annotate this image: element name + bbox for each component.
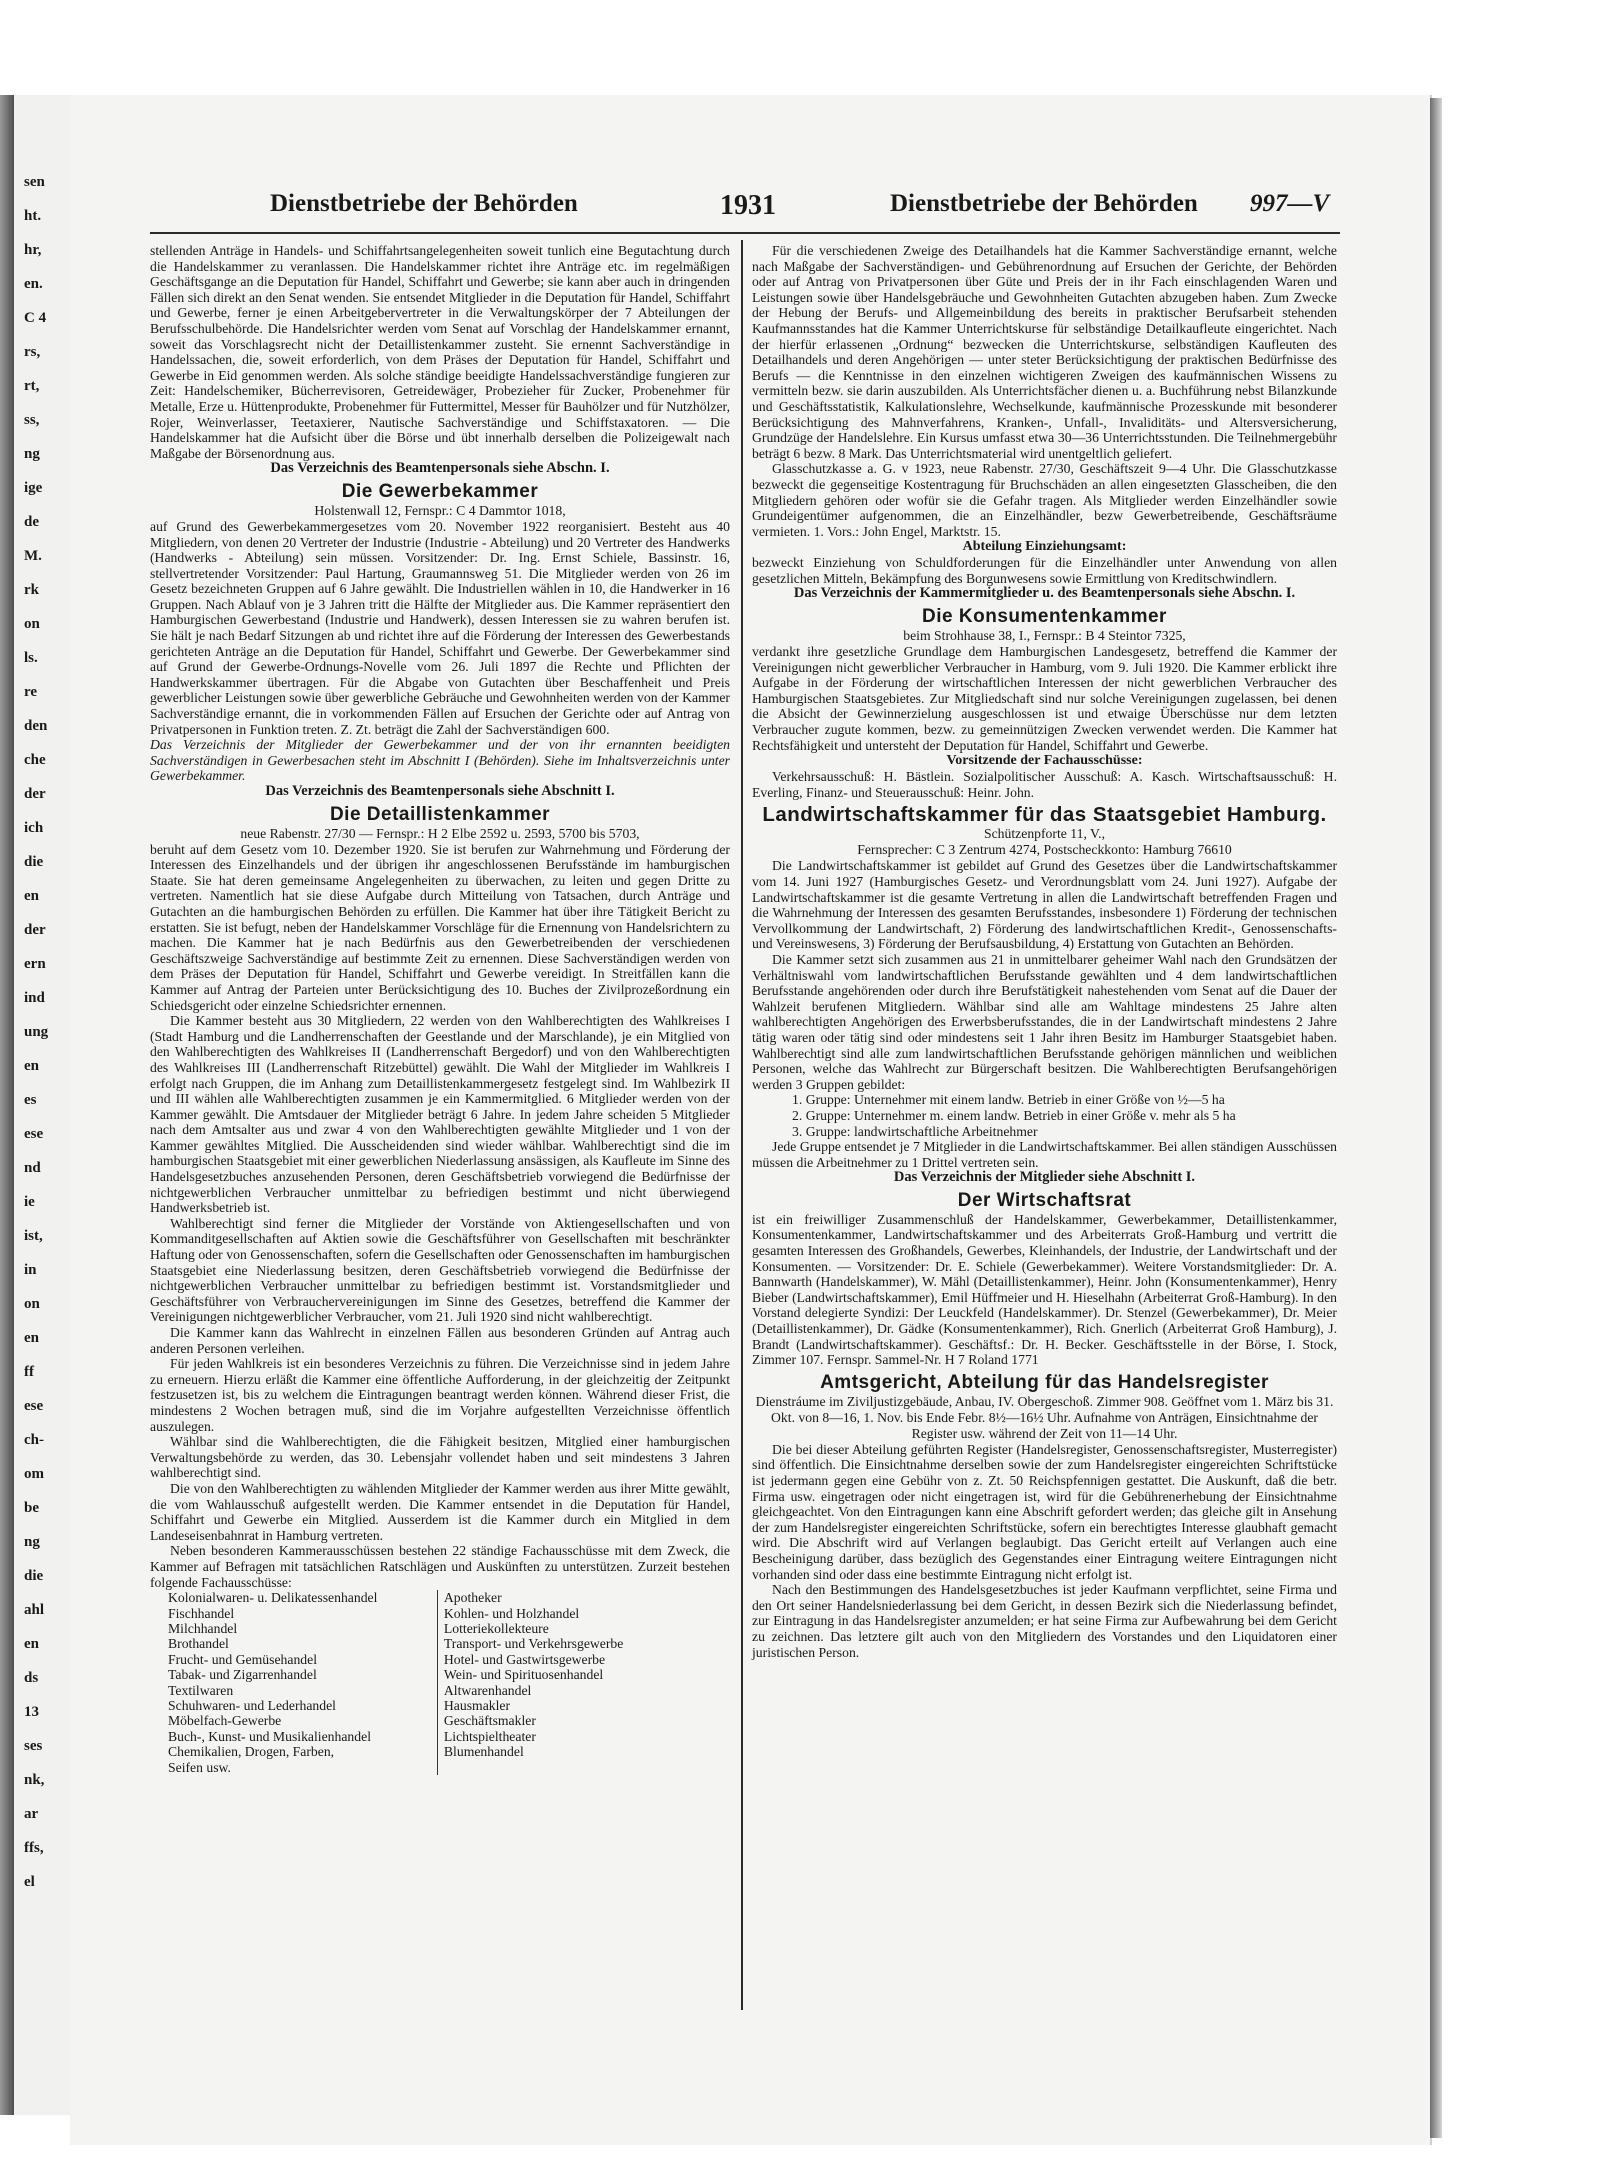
section-title-detaillistenkammer: Die Detaillistenkammer bbox=[329, 803, 551, 825]
committee-item: Kohlen- und Holzhandel bbox=[443, 1605, 580, 1621]
facing-page-text: C 4 bbox=[24, 310, 47, 326]
committee-item: Wein- und Spirituosenhandel bbox=[443, 1667, 604, 1683]
facing-page-text: on bbox=[24, 1296, 40, 1312]
reference-note: Das Verzeichnis des Beamtenpersonals siehe Abschn. I. bbox=[270, 460, 610, 477]
facing-page-text: rt, bbox=[24, 378, 40, 394]
facing-page-text: die bbox=[24, 854, 44, 870]
facing-page-text: ds bbox=[24, 1670, 39, 1686]
detaillistenkammer-paragraph: Wählbar sind die Wahlberechtigten, die die Fähigkeit besitzen, Mitglied einer hamburgischen Verwaltungsbehörde zu werden, das 30. Lebensjahr vollendet haben und seit mindestens 3 Jahren wahlberechtigt sind. bbox=[150, 1434, 730, 1481]
header-left-title: Dienstbetriebe der Behörden bbox=[270, 190, 578, 217]
facing-page-text: in bbox=[24, 1262, 37, 1278]
committee-item: Transport- und Verkehrsgewerbe bbox=[443, 1636, 624, 1652]
amtsgericht-paragraph: Nach den Bestimmungen des Handelsgesetzbuches ist jeder Kaufmann verpflichtet, seine Firma und den Ort seiner Handelsniederlassung bei dem Gericht, in dessen Bezirk sich die Niederlassung befindet, zur Eintragung in das Handelsregister anzumelden; er hat seine Firma zur Aufbewahrung bei dem Gericht zu zeichnen. Das letztere gilt auch von den Mitgliedern des Vorstandes und den Liquidatoren einer juristischen Person. bbox=[752, 1582, 1337, 1660]
committee-item: Tabak- und Zigarrenhandel bbox=[168, 1667, 317, 1683]
facing-page-text: ich bbox=[24, 820, 44, 836]
detaillistenkammer-paragraph: beruht auf dem Gesetz vom 10. Dezember 1920. Sie ist berufen zur Wahrnehmung und Förderung der Interessen des Einzelhandels und der übrigen ihr angeschlossenen Berufsstände im hamburgischen Staate. Sie hat deren gemeinsame Angelegenheiten zu überwachen, zu leiten und gegen Dritte zu vertreten. Namentlich hat sie diese Aufgabe durch Mitteilung von Tatsachen, durch Anträge und Gutachten an die hamburgischen Behörden zu erfüllen. Die Kammer hat über ihre Tätigkeit Bericht zu erstatten. Sie ist befugt, neben der Handelskammer Vorschläge für die Ernennung von Handelsrichtern zu machen. Die Kammer hat je nach Bedürfnis aus den Gewerbetreibenden der verschiedenen Geschäftszweige Sachverständige auf bestimmte Zeit zu ernennen. Diese Sachverständigen werden von dem Präses der Deputation für Handel, Schiffahrt und Gewerbe vereidigt. In Streitfällen kann die Kammer auf Antrag der Parteien unter Berücksichtigung des 10. Buches der Zivilprozeßordnung ein Schiedsgericht oder einzelne Schiedsrichter ernennen. bbox=[150, 841, 730, 1013]
facing-page-text: ahl bbox=[24, 1602, 45, 1618]
facing-page-text: ss, bbox=[24, 412, 40, 428]
detaillistenkammer-paragraph: Wahlberechtigt sind ferner die Mitglieder der Vorstände von Aktiengesellschaften und von Kommanditgesellschaften auf Aktien sowie die Geschäftsführer von Gesellschaften mit beschränkter Haftung oder von Genossenschaften, sofern die Gesellschaften oder Genossenschaften im hamburgischen Staatsgebiet eine Niederlassung besitzen, deren Geschäftsbetrieb vorwiegend die Bedürfnisse der nichtgewerblichen Verbraucher unmittelbar zu befriedigen bestimmt ist. Vorstandsmitglieder und Geschäftsführer von Verbrauchervereinigungen im Sinne des Gesetzes, betreffend die Kammer der Vereinigungen nichtgewerblicher Verbraucher, vom 21. Juli 1920 sind nicht wahlberechtigt. bbox=[150, 1215, 730, 1325]
committee-item: Apotheker bbox=[443, 1590, 502, 1606]
committee-list-column bbox=[437, 1590, 730, 1775]
section-title-konsumentenkammer: Die Konsumentenkammer bbox=[922, 606, 1167, 628]
facing-page-text: ls. bbox=[24, 650, 38, 666]
facing-page-text: ist, bbox=[24, 1228, 43, 1244]
facing-page-text: ige bbox=[24, 480, 43, 496]
committee-item: Lotteriekollekteure bbox=[443, 1620, 549, 1636]
facing-page-text: ses bbox=[24, 1738, 43, 1754]
facing-page-text: ern bbox=[24, 956, 46, 972]
wirtschaftsrat-text: ist ein freiwilliger Zusammenschluß der Handelskammer, Gewerbekammer, Detaillistenkammer, Konsumentenkammer, Landwirtschaftskammer und des Arbeiterrats Groß-Hamburg und vertritt die gesamten Interessen des Großhandels, Gewerbes, Kleinhandels, der Industrie, der Landwirtschaft und der Konsumenten. — Vorsitzender: Dr. E. Schiele (Gewerbekammer). Weitere Vorstandsmitglieder: Dr. A. Bannwarth (Handelskammer), W. Mähl (Detaillistenkammer), Heinr. John (Konsumentenkammer), Henry Bieber (Landwirtschaftskammer), Emil Hüffmeier und H. Hieselhahn (Arbeiterrat Groß-Hamburg). In den Vorstand delegierte Syndizi: Der Leuckfeld (Handelskammer). Dr. Stenzel (Gewerbekammer), Dr. Meier (Detaillistenkammer), Dr. Gädke (Konsumentenkammer), Rich. Gnerlich (Arbeiterrat Groß Hamburg), J. Brandt (Landwirtschaftskammer). Geschäftsf.: Dr. H. Becker. Geschäftsstelle in der Börse, I. Stock, Zimmer 107. Fernspr. Sammel-Nr. H 7 Roland 1771 bbox=[752, 1211, 1337, 1368]
detaillistenkammer-paragraph: Die Kammer kann das Wahlrecht in einzelnen Fällen aus besonderen Gründen auf Antrag auch anderen Personen verleihen. bbox=[150, 1325, 730, 1356]
facing-page-text: de bbox=[24, 514, 39, 530]
group-item: 2. Gruppe: Unternehmer m. einem landw. Betrieb in einer Größe v. mehr als 5 ha bbox=[792, 1107, 1236, 1123]
committee-item: Milchhandel bbox=[168, 1620, 238, 1636]
konsumentenkammer-address: beim Strohhause 38, I., Fernspr.: B 4 Steintor 7325, bbox=[903, 628, 1186, 644]
committee-item: Lichtspieltheater bbox=[443, 1728, 536, 1744]
facing-page-text: sen bbox=[24, 174, 45, 190]
facing-page-text: ind bbox=[24, 990, 45, 1006]
facing-page-text: el bbox=[24, 1874, 35, 1890]
committee-item: Chemikalien, Drogen, Farben, bbox=[168, 1744, 335, 1760]
facing-page-text: ff bbox=[24, 1364, 34, 1380]
fachausschuesse-text: Verkehrsausschuß: H. Bästlein. Sozialpolitischer Ausschuß: A. Kasch. Wirtschaftsausschuß: H. Everling, Finanz- und Steuerausschuß: Heinr. John. bbox=[752, 769, 1337, 800]
detaillistenkammer-address: neue Rabenstr. 27/30 — Fernspr.: H 2 Elbe 2592 u. 2593, 5700 bis 5703, bbox=[240, 825, 640, 841]
facing-page-text: en bbox=[24, 1058, 39, 1074]
facing-page-text: 13 bbox=[24, 1704, 39, 1720]
facing-page-text: nd bbox=[24, 1160, 41, 1176]
subsection-title: Vorsitzende der Fachausschüsse: bbox=[946, 753, 1143, 769]
konsumentenkammer-text: verdankt ihre gesetzliche Grundlage dem Hamburgischen Landesgesetz, betreffend die Kammer der Vereinigungen nicht gewerblicher Verbraucher in Hamburg, vom 9. Juli 1920. Die Kammer erblickt ihre Aufgabe in der Förderung der wirtschaftlichen Interessen der nicht gewerblichen Verbraucher des Hamburgischen Staatsgebietes. Zur Mitgliedschaft sind nur solche Vereinigungen zugelassen, bei denen die Absicht der Gewinnerzielung ausgeschlossen ist und etwaige Überschüsse nur dem letzten Verbraucher zugute kommen, bezw. zu gemeinnützigen Zwecken verwendet werden. Die Kammer hat Rechtsfähigkeit und untersteht der Deputation für Handel, Schiffahrt und Gewerbe. bbox=[752, 644, 1337, 753]
handelskammer-text: stellenden Anträge in Handels- und Schiffahrtsangelegenheiten soweit tunlich eine Begutachtung durch die Handelskammer zu veranlassen. Die Handelskammer richtet ihre Anträge etc. im regelmäßigen Geschäftsgange an die Deputation für Handel, Schiffahrt und Gewerbe; sie kann aber auch in dringenden Fällen sich direkt an den Senat wenden. Sie entsendet Mitglieder in die Deputation für Handel, Schiffahrt und Gewerbe, ferner je einen Arbeitgebervertreter in die Verwaltungskörper der 7 Abteilungen der Berufsschulbehörde. Die Handelsrichter werden vom Senat auf Vorschlag der Handelskammer ernannt, soweit das Vorschlagsrecht nicht der Detaillistenkammer zusteht. Sie ernennt Sachverständige in Handelssachen, die, soweit erforderlich, von dem Präses der Deputation für Handel, Schiffahrt und Gewerbe in Eid genommen werden. Als solche ständige beeidigte Handelssachverständige fungieren zur Zeit: Handelschemiker, Bücherrevisoren, Getreidewäger, Probezieher für Zucker, Probenehmer für Metalle, Erze u. Hüttenprodukte, Probenehmer für Futtermittel, Messer für Bauhölzer und für Nutzhölzer, Rojer, Weinverlasser, Teetaxierer, Nautische Sachverständige und Schiffstaxatoren. — Die Handelskammer hat die Aufsicht über die Börse und übt innerhalb derselben die Polizeigewalt nach Maßgabe der Börsenordnung aus. bbox=[150, 243, 730, 461]
detaillistenkammer-paragraph: Neben besonderen Kammerausschüssen bestehen 22 ständige Fachausschüsse mit dem Zweck, die Kammer auf Befragen mit tatsächlichen Ratschlägen und Auskünften zu unterstützen. Zurzeit bestehen folgende Fachausschüsse: bbox=[150, 1543, 730, 1590]
column-divider bbox=[741, 240, 743, 2010]
facing-page-text: om bbox=[24, 1466, 44, 1482]
facing-page-text: hr, bbox=[24, 242, 42, 258]
facing-page-text: ung bbox=[24, 1024, 49, 1040]
facing-page-text: die bbox=[24, 1568, 44, 1584]
committee-item: Hausmakler bbox=[443, 1697, 511, 1713]
reference-note: Das Verzeichnis der Kammermitglieder u. des Beamtenpersonals siehe Abschn. I. bbox=[793, 585, 1296, 602]
committee-item: Buch-, Kunst- und Musikalienhandel bbox=[168, 1728, 372, 1744]
facing-page-text: che bbox=[24, 752, 46, 768]
einziehungsamt-text: bezweckt Einziehung von Schuldforderungen für die Einzelhändler unter Anwendung von allen gesetzlichen Mitteln, Bekämpfung des Borgunwesens sowie Ermittlung von Kreditschwindlern. bbox=[752, 555, 1337, 586]
right-column bbox=[752, 243, 1337, 1660]
facing-page-text: ffs, bbox=[24, 1840, 44, 1856]
reference-note: Das Verzeichnis des Beamtenpersonals siehe Abschnitt I. bbox=[265, 783, 615, 799]
committee-item: Textilwaren bbox=[168, 1682, 234, 1698]
facing-page-text: ese bbox=[24, 1126, 44, 1142]
page-number: 997—V bbox=[1250, 190, 1330, 217]
gewerbekammer-italic-note: Das Verzeichnis der Mitglieder der Gewerbekammer und der von ihr ernannten beeidigten Sachverständigen in Gewerbesachen steht im Abschnitt I (Behörden). Siehe im Inhaltsverzeichnis unter Gewerbekammer. bbox=[150, 737, 730, 784]
committee-item: Kolonialwaren- u. Delikatessenhandel bbox=[168, 1590, 378, 1606]
facing-page-text: en bbox=[24, 1636, 39, 1652]
committee-item: Seifen usw. bbox=[168, 1759, 231, 1775]
committee-item: Hotel- und Gastwirtsgewerbe bbox=[443, 1651, 606, 1667]
committee-item: Frucht- und Gemüsehandel bbox=[168, 1651, 318, 1667]
facing-page-text: on bbox=[24, 616, 40, 632]
landwirtschaftskammer-paragraph: Die Landwirtschaftskammer ist gebildet auf Grund des Gesetzes über die Landwirtschaftskammer vom 14. Juni 1927 (Hamburgisches Gesetz- und Verordnungsblatt vom 24. Juni 1927). Aufgabe der Landwirtschaftskammer ist die gesamte Vertretung in allen die Landwirtschaft betreffenden Fragen und die Wahrnehmung der Interessen des gesamten Berufsstandes, insbesondere 1) Förderung der technischen Vervollkommung der Landwirtschaft, 2) Förderung des landwirtschaftlichen Kredit-, Genossenschafts- und Vereinswesens, 3) Förderung der Berufsausbildung, 4) Erstattung von Gutachten an Behörden. bbox=[752, 858, 1337, 952]
amtsgericht-paragraph: Die bei dieser Abteilung geführten Register (Handelsregister, Genossenschaftsregister, Musterregister) sind öffentlich. Die Einsichtnahme derselben sowie der zum Handelsregister eingereichten Schriftstücke ist jedermann gegen eine Gebühr von z. Zt. 50 Reichspfennigen gestattet. Die Auskunft, daß die betr. Firma usw. eingetragen oder nicht eingetragen ist, wird für die Gebührenerhebung der Einsichtnahme gleichgeachtet. Von den Eintragungen kann eine Abschrift gefordert werden; das gleiche gilt in Ansehung der zum Handelsregister eingereichten Schriftstücke, sofern ein berechtigtes Interesse glaubhaft gemacht wird. Die Abschrift wird auf Verlangen beglaubigt. Das Gericht erteilt auf Verlangen auch eine Bescheinigung darüber, dass bezüglich des Gegenstandes einer Eintragung weitere Eintragungen nicht vorhanden sind oder dass eine bestimmte Eintragung nicht erfolgt ist. bbox=[752, 1441, 1337, 1582]
amtsgericht-address: Dienstráume im Ziviljustizgebäude, Anbau, IV. Obergeschoß. Zimmer 908. Geöffnet vom 1. März bis 31. Okt. von 8—16, 1. Nov. bis Ende Febr. 8½—16½ Uhr. Aufnahme von Anträgen, Einsichtnahme der Register usw. während der Zeit von 11—14 Uhr. bbox=[755, 1393, 1334, 1441]
landwirtschaftskammer-paragraph: Die Kammer setzt sich zusammen aus 21 in unmittelbarer geheimer Wahl nach den Grundsätzen der Verhältniswahl vom landwirtschaftlichen Berufsstande gewählten und 4 dem landwirtschaftlichen Berufsstande angehörenden oder durch ihre Berufstätigkeit nahestehenden vom Senat auf die Dauer der Wahlzeit berufenen Mitgliedern. Wählbar sind alle am Wahltage mindestens 25 Jahre alten wahlberechtigten Angehörigen des Erwerbsberufsstandes, die in der Landwirtschaft mindestens 2 Jahre tätig waren oder tätig sind oder mindestens seit 1 Jahr ihren Besitz im Hamburger Staatsgebiet haben. Wahlberechtigt sind alle zum landwirtschaftlichen Berufsstande gehörigen männlichen und weiblichen Personen, welche das Wahlrecht zur Bürgerschaft besitzen. Die Wahlberechtigten Berufsangehörigen werden 3 Gruppen gebildet: bbox=[752, 951, 1337, 1092]
facing-page-text: en bbox=[24, 888, 39, 904]
facing-page-text: der bbox=[24, 786, 46, 802]
detaillistenkammer-paragraph: Die Kammer besteht aus 30 Mitgliedern, 22 werden von den Wahlberechtigten des Wahlkreises I (Stadt Hamburg und die Landherrenschaften der Geestlande und der Marschlande), je ein Mitglied von den Wahlberechtigten des Wahlkreises II (Landherrenschaft Bergedorf) und von den Wahlberechtigten des Wahlkreises III (Landherrenschaft Ritzebüttel) gewählt. Die Wahl der Mitglieder im Wahlkreis I erfolgt nach Gruppen, die im Anhang zum Detaillistenkammergesetz festgelegt sind. Im Wahlbezirk II und III wählen alle Wahlberechtigten zusammen je ein Kammermitglied. 6 Mitglieder werden von der Kammer gewählt. Die Amtsdauer der Mitglieder beträgt 6 Jahre. In jedem Jahre scheiden 5 Mitglieder nach dem Amtsalter aus und zwar 4 von den Wahlberechtigten gewählte Mitglieder und 1 von der Kammer gewähltes Mitglied. Die Ausscheidenden sind wieder wählbar. Wahlberechtigt sind die im hamburgischen Staatsgebiet mit einer gewerblichen Niederlassung ansässigen, als Kaufleute im Sinne des Handelsgesetzbuches anzusehenden Personen, deren Geschäftsbetrieb vorwiegend die Bedürfnisse der nichtgewerblichen Verbraucher unmittelbar zu befriedigen bestimmt und nicht überwiegend Handwerksbetrieb ist. bbox=[150, 1013, 730, 1216]
page-edge bbox=[1430, 98, 1442, 2138]
landwirtschaftskammer-phone: Fernsprecher: C 3 Zentrum 4274, Postscheckkonto: Hamburg 76610 bbox=[857, 842, 1232, 858]
group-list bbox=[752, 1092, 1337, 1139]
glasschutzkasse-text: Glasschutzkasse a. G. v 1923, neue Rabenstr. 27/30, Geschäftszeit 9—4 Uhr. Die Glasschutzkasse bezweckt die gegenseitige Kostentragung für Bruchschäden an allen eingesetzten Glasscheiben, die den Mitgliedern gehören oder wofür sie die Gefahr tragen. Als Mitglieder werden Einzelhändler sowie Grundeigentümer aufgenommen, die an Einzelhändler, bezw Gewerbetreibende, Geschäftsräume vermieten. 1. Vors.: John Engel, Marktstr. 15. bbox=[752, 461, 1337, 539]
committee-list bbox=[150, 1590, 730, 1775]
facing-page-fragment bbox=[14, 95, 72, 2115]
facing-page-text: der bbox=[24, 922, 46, 938]
header-year: 1931 bbox=[720, 190, 776, 221]
reference-note: Das Verzeichnis der Mitglieder siehe Abschnitt I. bbox=[893, 1169, 1196, 1186]
detaillistenkammer-paragraph: Für jeden Wahlkreis ist ein besonderes Verzeichnis zu führen. Die Verzeichnisse sind in jedem Jahre zu erneuern. Hierzu erläßt die Kammer eine öffentliche Aufforderung, in der gleichzeitig der Zeitpunkt festzusetzen ist, bis zu welchem die Eintragungen beantragt werden können. Während dieser Frist, die mindestens 2 Wochen betragen muß, sind die im Vorjahre aufgestellten Verzeichnisse öffentlich auszulegen. bbox=[150, 1356, 730, 1434]
gewerbekammer-text: auf Grund des Gewerbekammergesetzes vom 20. November 1922 reorganisiert. Besteht aus 40 Mitgliedern, von denen 20 Vertreter der Industrie (Industrie - Abteilung) und 20 Vertreter des Handwerks (Handwerks - Abteilung) sein müssen. Vorsitzender: Dr. Ing. Ernst Schiele, Bassinstr. 16, stellvertretender Vorsitzender: Paul Hartung, Graumannsweg 51. Die Mitglieder werden von 26 im Gesetz bezeichneten Gruppen auf 6 Jahre gewählt. Die Industriellen wählen in 10, die Handwerker in 16 Gruppen. Nach Ablauf von je 3 Jahren tritt die Hälfte der Mitglieder aus. Die Kammer repräsentiert den Hamburgischen Gewerbestand (Industrie und Handwerk), dessen Interessen sie zu wahren berufen ist. Sie hält je nach Bedarf Sitzungen ab und richtet ihre auf die Förderung der Interessen des Gewerbestands gerichteten Anträge an die Deputation für Handel, Schiffahrt und Gewerbe. Der Gewerbekammer sind auf Grund der Gewerbe-Ordnungs-Novelle vom 26. Juli 1897 die Rechte und Pflichten der Handwerkskammer übertragen. Für die Abgabe von Gutachten über Beschaffenheit und Preis gewerblicher Leistungen sowie über gewerbliche Gebräuche und Gewohnheiten werden von der Kammer Sachverständige ernannt, die in vorkommenden Fällen auf Ersuchen der Gerichte oder auf Antrag von Privatpersonen in Funktion treten. Z. Zt. beträgt die Zahl der Sachverständigen 600. bbox=[150, 518, 730, 737]
facing-page-text: es bbox=[24, 1092, 37, 1108]
facing-page-text: ese bbox=[24, 1398, 44, 1414]
facing-page-text: ie bbox=[24, 1194, 35, 1210]
detaillistenkammer-paragraph: Die von den Wahlberechtigten zu wählenden Mitglieder der Kammer werden aus ihrer Mitte gewählt, die vom Wahlausschuß aufgestellt werden. Die Kammer entsendet in die Deputation für Handel, Schiffahrt und Gewerbe ein Mitglied. Ausserdem ist die Kammer durch ein Mitglied in dem Landeseisenbahnrat in Hamburg vertreten. bbox=[150, 1480, 730, 1543]
section-title-gewerbekammer: Die Gewerbekammer bbox=[341, 480, 539, 502]
facing-page-text: be bbox=[24, 1500, 39, 1516]
facing-page-text: rs, bbox=[24, 344, 41, 360]
facing-page-text: den bbox=[24, 718, 48, 734]
facing-page-text: en bbox=[24, 1330, 39, 1346]
facing-page-text: nk, bbox=[24, 1772, 45, 1788]
facing-page-text: ar bbox=[24, 1806, 39, 1822]
header-rule bbox=[150, 232, 1340, 234]
facing-page-text: ch- bbox=[24, 1432, 44, 1448]
detaillistenkammer-continued: Für die verschiedenen Zweige des Detailhandels hat die Kammer Sachverständige ernannt, welche nach Maßgabe der Sachverständigen- und Gebührenordnung auf Ersuchen der Gerichte, der Behörden oder auf Antrag von Privatpersonen über Güte und Preis der in ihr Fach einschlagenden Waren und Leistungen sowie über Handelsgebräuche und Gewohnheiten Gutachten abzugeben haben. Zum Zwecke der Hebung der Berufs- und Allgemeinbildung des bereits in praktischer Berufsarbeit stehenden Kaufmannsstandes hat die Kammer Unterrichtskurse für selbständige Detailkaufleute eingerichtet. Nach der hierfür erlassenen „Ordnung“ bezwecken die Unterrichtskurse, selbständigen Kaufleuten des Detailhandels und deren Angehörigen — unter steter Berücksichtigung der praktischen Bedürfnisse des Berufs — die Kenntnisse in den einzelnen wichtigeren Zweigen des kaufmännischen Wissens zu vermitteln bezw. sie darin auszubilden. Als Unterrichtsfächer dienen u. a. Buchführung nebst Bilanzkunde und Geschäftsstatistik, Kalkulationslehre, Wechselkunde, kaufmännische Prozesskunde mit besonderer Berücksichtigung des Mahnverfahrens, Kranken-, Unfall-, Invaliditäts- und Altersversicherung, Grundzüge der Handelslehre. Ein Kursus umfasst etwa 30—36 Unterrichtsstunden. Die Teilnehmergebühr beträgt 6 bezw. 8 Mark. Das Unterrichtsmaterial wird unentgeltlich geliefert. bbox=[752, 243, 1337, 461]
facing-page-text: ht. bbox=[24, 208, 42, 224]
section-title-wirtschaftsrat: Der Wirtschaftsrat bbox=[957, 1189, 1132, 1211]
group-item: 1. Gruppe: Unternehmer mit einem landw. Betrieb in einer Größe von ½—5 ha bbox=[792, 1092, 1225, 1108]
landwirtschaftskammer-address: Schützenpforte 11, V., bbox=[983, 826, 1105, 842]
committee-item: Blumenhandel bbox=[443, 1744, 524, 1760]
committee-item: Schuhwaren- und Lederhandel bbox=[168, 1697, 336, 1713]
committee-item: Altwarenhandel bbox=[443, 1682, 532, 1698]
group-item: 3. Gruppe: landwirtschaftliche Arbeitnehmer bbox=[792, 1123, 1038, 1139]
facing-page-text: M. bbox=[24, 548, 42, 564]
facing-page-text: ng bbox=[24, 446, 40, 462]
committee-item: Geschäftsmakler bbox=[443, 1713, 536, 1729]
committee-list-column bbox=[150, 1590, 437, 1775]
running-header bbox=[270, 190, 1340, 230]
section-title-landwirtschaftskammer: Landwirtschaftskammer für das Staatsgebiet Hamburg. bbox=[762, 803, 1327, 827]
facing-page-text: rk bbox=[24, 582, 39, 598]
facing-page-text: en. bbox=[24, 276, 43, 292]
facing-page-text: ng bbox=[24, 1534, 40, 1550]
committee-item: Brothandel bbox=[168, 1636, 229, 1652]
section-title-amtsgericht: Amtsgericht, Abteilung für das Handelsregister bbox=[820, 1371, 1269, 1393]
facing-page-text: re bbox=[24, 684, 38, 700]
left-column bbox=[150, 243, 730, 1775]
committee-item: Fischhandel bbox=[168, 1605, 235, 1621]
header-right-title: Dienstbetriebe der Behörden bbox=[890, 190, 1198, 217]
subsection-title: Abteilung Einziehungsamt: bbox=[962, 539, 1127, 555]
gewerbekammer-address: Holstenwall 12, Fernspr.: C 4 Dammtor 1018, bbox=[314, 502, 566, 518]
committee-item: Möbelfach-Gewerbe bbox=[168, 1713, 282, 1729]
landwirtschaftskammer-paragraph: Jede Gruppe entsendet je 7 Mitglieder in die Landwirtschaftskammer. Bei allen ständigen Ausschüssen müssen die Arbeitnehmer zu 1 Drittel vertreten sein. bbox=[752, 1139, 1337, 1170]
